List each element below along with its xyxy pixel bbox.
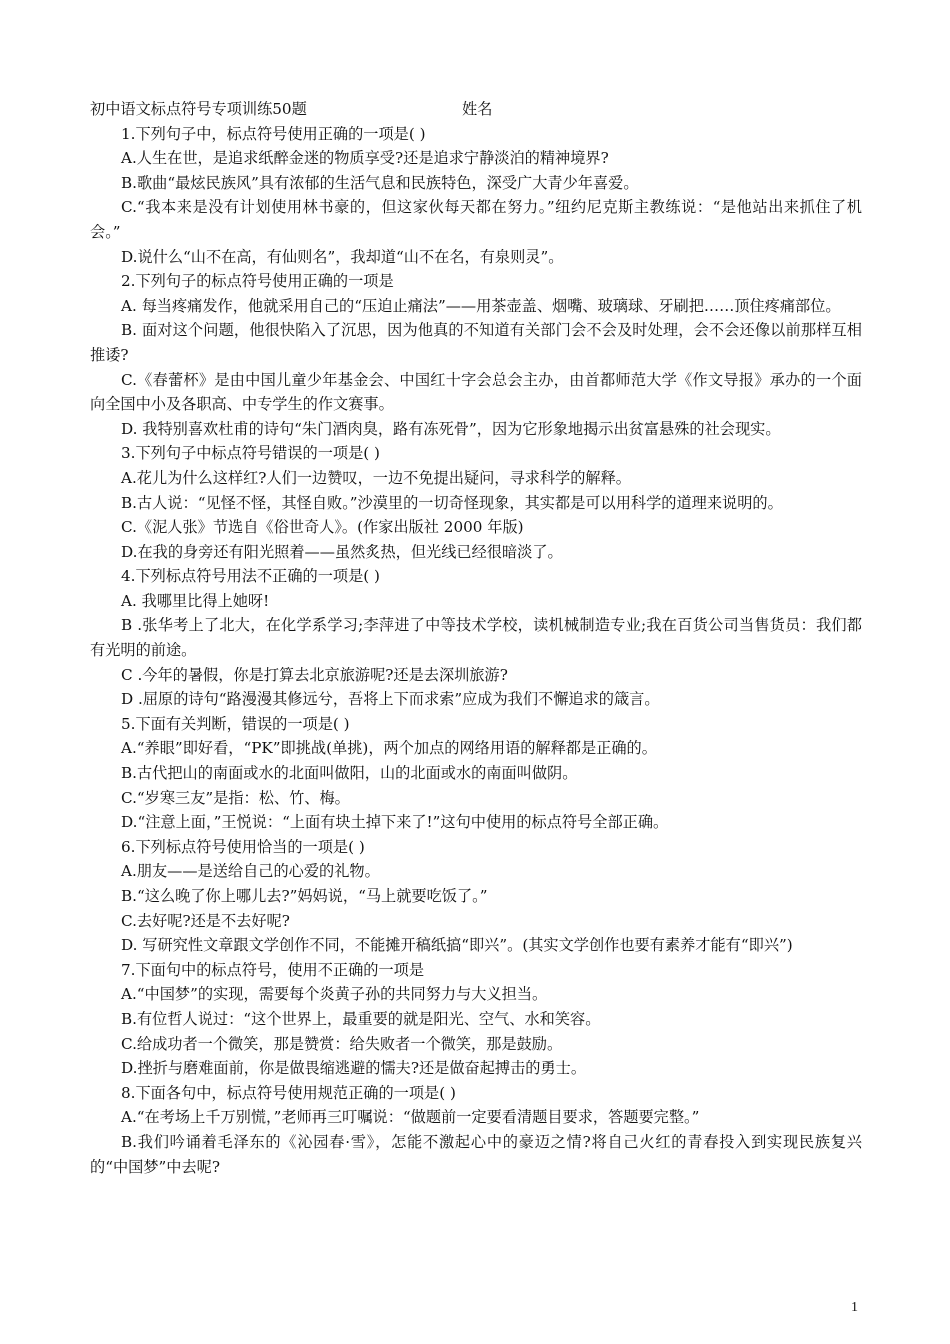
question-2-option-b: B. 面对这个问题，他很快陷入了沉思，因为他真的不知道有关部门会不会及时处理，会不会还像以前那样互相推诿? xyxy=(90,321,862,364)
question-7-option-b: B.有位哲人说过：“这个世界上，最重要的就是阳光、空气、水和笑容。 xyxy=(121,1009,601,1028)
question-2-option-d: D. 我特别喜欢杜甫的诗句“朱门酒肉臭，路有冻死骨”，因为它形象地揭示出贫富悬殊的社会现实。 xyxy=(121,419,781,438)
question-3-option-a: A.花儿为什么这样红?人们一边赞叹，一边不免提出疑问，寻求科学的解释。 xyxy=(121,468,631,487)
question-4-option-d: D .屈原的诗句“路漫漫其修远兮，吾将上下而求索”应成为我们不懈追求的箴言。 xyxy=(121,690,660,709)
question-4-option-a: A. 我哪里比得上她呀! xyxy=(121,591,270,610)
question-7-stem: 7.下面句中的标点符号，使用不正确的一项是 xyxy=(121,960,425,979)
question-8-stem: 8.下面各句中，标点符号使用规范正确的一项是( ) xyxy=(121,1083,456,1102)
question-1-stem: 1.下列句子中，标点符号使用正确的一项是( ) xyxy=(121,124,426,143)
question-6-option-d: D. 写研究性文章跟文学创作不同，不能摊开稿纸搞“即兴”。(其实文学创作也要有素养才能有“即兴”) xyxy=(121,936,793,955)
question-7-option-a: A.“中国梦”的实现，需要每个炎黄子孙的共同努力与大义担当。 xyxy=(121,985,548,1004)
question-1-option-b: B.歌曲“最炫民族风”具有浓郁的生活气息和民族特色，深受广大青少年喜爱。 xyxy=(121,173,639,192)
question-5-option-d: D.“注意上面，”王悦说：“上面有块土掉下来了!”这句中使用的标点符号全部正确。 xyxy=(121,813,669,832)
question-4-option-c: C .今年的暑假，你是打算去北京旅游呢?还是去深圳旅游? xyxy=(121,665,508,684)
question-3-option-d: D.在我的身旁还有阳光照着——虽然炙热，但光线已经很暗淡了。 xyxy=(121,542,563,561)
question-1-option-c: C.“我本来是没有计划使用林书豪的，但这家伙每天都在努力。”纽约尼克斯主教练说：“是他站出来抓住了机会。” xyxy=(90,198,862,241)
question-7-option-c: C.给成功者一个微笑，那是赞赏：给失败者一个微笑，那是鼓励。 xyxy=(121,1034,563,1053)
page-number: 1 xyxy=(851,1300,858,1315)
question-2-stem: 2.下列句子的标点符号使用正确的一项是 xyxy=(121,272,394,291)
name-label: 姓名 xyxy=(462,100,493,118)
question-6-stem: 6.下列标点符号使用恰当的一项是( ) xyxy=(121,837,365,856)
question-4-stem: 4.下列标点符号用法不正确的一项是( ) xyxy=(121,567,380,586)
question-4-option-b: B .张华考上了北大，在化学系学习;李萍进了中等技术学校，读机械制造专业;我在百货公司当售货员：我们都有光明的前途。 xyxy=(90,616,862,660)
question-3-stem: 3.下列句子中标点符号错误的一项是( ) xyxy=(121,444,380,463)
question-8-option-a: A.“在考场上千万别慌，”老师再三叮嘱说：“做题前一定要看清题目要求，答题要完整。” xyxy=(121,1108,700,1127)
question-5-option-b: B.古代把山的南面或水的北面叫做阳，山的北面或水的南面叫做阴。 xyxy=(121,764,578,783)
question-7-option-d: D.挫折与磨难面前，你是做畏缩逃避的懦夫?还是做奋起搏击的勇士。 xyxy=(121,1059,587,1078)
question-5-option-a: A.“养眼”即好看，“PK”即挑战(单挑)，两个加点的网络用语的解释都是正确的。 xyxy=(121,739,657,758)
question-3-option-c: C.《泥人张》节选自《俗世奇人》。(作家出版社 2000 年版) xyxy=(121,518,524,537)
question-6-option-b: B.“这么晚了你上哪儿去?”妈妈说，“马上就要吃饭了。” xyxy=(121,887,488,905)
question-6-option-c: C.去好呢?还是不去好呢? xyxy=(121,911,290,930)
question-6-option-a: A.朋友——是送给自己的心爱的礼物。 xyxy=(121,862,380,881)
question-3-option-b: B.古人说：“见怪不怪，其怪自败。”沙漠里的一切奇怪现象，其实都是可以用科学的道理来说明的。 xyxy=(121,493,783,512)
question-2-option-c: C.《春蕾杯》是由中国儿童少年基金会、中国红十字会总会主办，由首都师范大学《作文导报》承办的一个面向全国中小及各职高、中专学生的作文赛事。 xyxy=(90,370,862,414)
question-1-option-d: D.说什么“山不在高，有仙则名”，我却道“山不在名，有泉则灵”。 xyxy=(121,247,564,266)
document-title: 初中语文标点符号专项训练50题 xyxy=(90,100,307,118)
question-1-option-a: A.人生在世，是追求纸醉金迷的物质享受?还是追求宁静淡泊的精神境界? xyxy=(121,149,609,168)
document-header xyxy=(90,97,862,122)
question-8-option-b: B.我们吟诵着毛泽东的《沁园春·雪》，怎能不激起心中的豪迈之情?将自己火红的青春投入到实现民族复兴的“中国梦”中去呢? xyxy=(90,1132,862,1176)
document-body xyxy=(90,97,862,1179)
question-5-stem: 5.下面有关判断，错误的一项是( ) xyxy=(121,714,350,733)
question-2-option-a: A. 每当疼痛发作，他就采用自己的“压迫止痛法”——用茶壶盖、烟嘴、玻璃球、牙刷把……顶住疼痛部位。 xyxy=(121,296,841,315)
question-5-option-c: C.“岁寒三友”是指：松、竹、梅。 xyxy=(121,788,350,807)
